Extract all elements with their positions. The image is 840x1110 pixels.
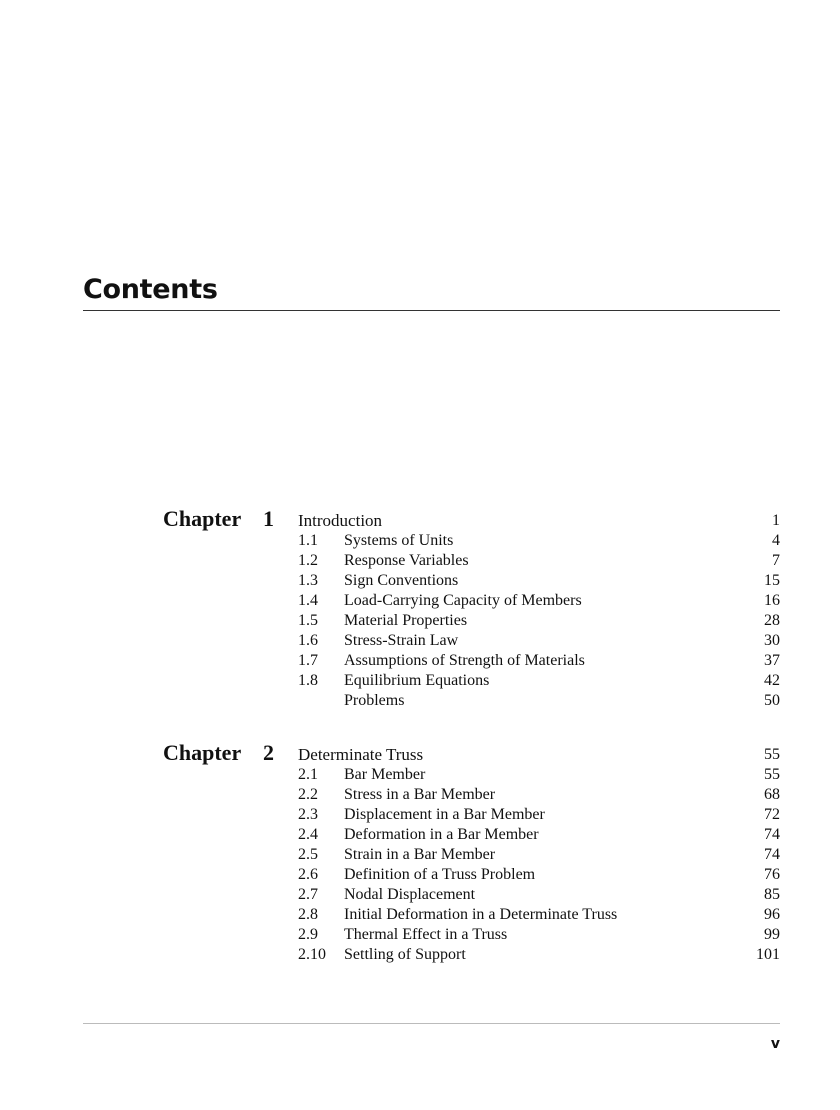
toc-section-row[interactable] — [163, 845, 780, 865]
section-number: 1.2 — [298, 552, 318, 569]
chapter-label: Chapter — [163, 506, 242, 531]
section-title: Deformation in a Bar Member — [344, 826, 539, 843]
section-title: Stress in a Bar Member — [344, 786, 496, 803]
chapter-label: Chapter — [163, 740, 242, 765]
chapter-number: 2 — [263, 740, 274, 765]
section-page: 7 — [772, 552, 780, 569]
toc-section-row[interactable] — [163, 531, 780, 551]
section-page: 99 — [764, 926, 780, 943]
toc-section-row[interactable] — [163, 925, 780, 945]
section-number: 1.3 — [298, 572, 318, 589]
section-page: 74 — [764, 826, 780, 843]
section-number: 2.4 — [298, 826, 318, 843]
section-title: Settling of Support — [344, 946, 466, 963]
section-title: Initial Deformation in a Determinate Truss — [344, 906, 618, 923]
toc-section-row[interactable] — [163, 825, 780, 845]
chapter-title: Introduction — [298, 511, 383, 530]
toc-section-row[interactable] — [163, 945, 780, 965]
section-page: 85 — [764, 886, 780, 903]
toc-section-row[interactable] — [163, 765, 780, 785]
section-page: 30 — [764, 632, 780, 649]
toc-section-row[interactable] — [163, 611, 780, 631]
toc-section-row[interactable] — [163, 631, 780, 651]
section-title: Problems — [344, 692, 405, 709]
section-page: 15 — [764, 572, 780, 589]
section-title: Stress-Strain Law — [344, 632, 459, 649]
chapter-page: 55 — [764, 746, 780, 763]
chapter-number: 1 — [263, 506, 274, 531]
section-page: 28 — [764, 612, 780, 629]
section-number: 2.8 — [298, 906, 318, 923]
section-page: 96 — [764, 906, 780, 923]
section-title: Displacement in a Bar Member — [344, 806, 545, 823]
section-page: 37 — [764, 652, 780, 669]
toc-chapter-row[interactable] — [163, 506, 780, 531]
chapter-title: Determinate Truss — [298, 745, 424, 764]
toc-section-row[interactable] — [163, 865, 780, 885]
section-number: 1.5 — [298, 612, 318, 629]
section-page: 74 — [764, 846, 780, 863]
section-title: Sign Conventions — [344, 572, 459, 589]
section-number: 1.7 — [298, 652, 318, 669]
toc-section-row[interactable] — [163, 571, 780, 591]
toc-section-row[interactable] — [163, 785, 780, 805]
section-title: Material Properties — [344, 612, 468, 629]
section-title: Systems of Units — [344, 532, 454, 549]
section-page: 76 — [764, 866, 780, 883]
toc-chapter-row[interactable] — [163, 740, 780, 765]
section-title: Equilibrium Equations — [344, 672, 490, 689]
section-number: 1.1 — [298, 532, 318, 549]
section-title: Bar Member — [344, 766, 426, 783]
title-rule — [83, 310, 780, 311]
toc-section-row[interactable] — [163, 651, 780, 671]
section-number: 2.5 — [298, 846, 318, 863]
section-number: 2.7 — [298, 886, 318, 903]
section-page: 16 — [764, 592, 780, 609]
section-number: 2.9 — [298, 926, 318, 943]
section-title: Response Variables — [344, 552, 469, 569]
section-number: 1.6 — [298, 632, 318, 649]
section-page: 50 — [764, 692, 780, 709]
chapter-1-block — [163, 506, 780, 711]
section-title: Assumptions of Strength of Materials — [344, 652, 585, 669]
footer-rule — [83, 1023, 780, 1024]
section-title: Thermal Effect in a Truss — [344, 926, 508, 943]
chapter-page: 1 — [772, 512, 780, 529]
toc-section-row[interactable] — [163, 691, 780, 711]
toc-section-row[interactable] — [163, 671, 780, 691]
section-title: Definition of a Truss Problem — [344, 866, 536, 883]
section-number: 2.6 — [298, 866, 318, 883]
toc-section-row[interactable] — [163, 885, 780, 905]
toc-section-row[interactable] — [163, 805, 780, 825]
section-title: Load-Carrying Capacity of Members — [344, 592, 582, 609]
toc-section-row[interactable] — [163, 905, 780, 925]
section-page: 68 — [764, 786, 780, 803]
section-number: 2.1 — [298, 766, 318, 783]
section-number: 2.3 — [298, 806, 318, 823]
page-title: Contents — [83, 274, 218, 305]
section-number: 2.2 — [298, 786, 318, 803]
section-number: 1.8 — [298, 672, 318, 689]
section-number: 2.10 — [298, 946, 326, 963]
section-page: 4 — [772, 532, 780, 549]
section-title: Strain in a Bar Member — [344, 846, 496, 863]
section-title: Nodal Displacement — [344, 886, 476, 903]
section-page: 42 — [764, 672, 780, 689]
toc-section-row[interactable] — [163, 551, 780, 571]
toc-section-row[interactable] — [163, 591, 780, 611]
page-number: v — [770, 1036, 780, 1052]
section-page: 101 — [756, 946, 780, 963]
section-page: 72 — [764, 806, 780, 823]
chapter-2-block — [163, 740, 780, 965]
section-page: 55 — [764, 766, 780, 783]
section-number: 1.4 — [298, 592, 318, 609]
